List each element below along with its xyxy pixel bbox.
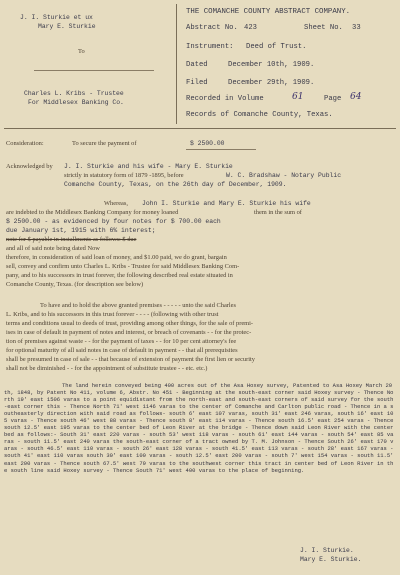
acknowledged-label: Acknowledged by	[6, 163, 53, 170]
officer: W. C. Bradshaw - Notary Public	[226, 172, 342, 179]
instrument-label: Instrument:	[186, 43, 234, 51]
sheet-number: 33	[352, 24, 361, 32]
abstract-number: 423	[244, 24, 257, 32]
signature-1: J. I. Sturkie.	[300, 547, 354, 554]
sheet-label: Sheet No.	[304, 24, 343, 32]
volume: 61	[292, 92, 304, 102]
habendum-5: tion of premises against waste - - for the payment of taxes - - for 10 per cent attorney's fee	[6, 338, 237, 345]
whereas-line-10: Comanche County, Texas. (for description see below)	[6, 281, 144, 288]
whereas-line-7: therefore, in consideration of said loan of money, and $1.00 paid, we do grant, bargain	[6, 254, 227, 261]
dated: December 10th, 1909.	[228, 61, 315, 69]
to-label: To	[78, 48, 85, 55]
dated-label: Dated	[186, 61, 208, 69]
grantee-2: For Middlesex Banking Co.	[28, 99, 124, 106]
whereas-label: Whereas,	[104, 200, 128, 207]
habendum-4: ises in case of default in payment of notes and interest, or breach of covenants - - for the protec-	[6, 329, 252, 336]
consideration-text: To secure the payment of	[72, 140, 137, 147]
page-label: Page	[324, 95, 342, 103]
habendum-2: L. Kribs, and to his successors in this trust forever - - - - (following with other trust	[6, 311, 219, 318]
habendum-6: for optional maturity of all said notes in case of default in payment - - that all prerequisites	[6, 347, 238, 354]
whereas-line-5: note for $ payable in installments as follows: $ due	[6, 236, 137, 243]
filed: December 29th, 1909.	[228, 79, 315, 87]
consideration-amount: $ 2500.00	[190, 140, 225, 147]
parties-block	[6, 4, 177, 124]
whereas-line-3: $ 2500.00 - as evidenced by four notes for $ 700.00 each	[6, 218, 221, 225]
statutory-text: strictly in statutory form of 1879 -1895, before	[64, 172, 184, 179]
divider	[34, 70, 154, 71]
whereas-line-9: pany, and to his successors in trust forever, the following described real estate situated in	[6, 272, 233, 279]
amount-rule	[186, 149, 256, 150]
grantee: Charles L. Kribs - Trustee	[24, 90, 124, 97]
header-divider	[4, 128, 396, 129]
whereas-parties: John I. Sturkie and Mary E. Sturkie his wife	[142, 200, 311, 207]
abstract-label: Abstract No.	[186, 24, 238, 32]
filed-label: Filed	[186, 79, 208, 87]
whereas-line-2a: are indebted to the Middlesex Banking Company for money loaned	[6, 209, 179, 216]
abstract-header	[186, 4, 396, 124]
whereas-line-2b: them in the sum of	[254, 209, 302, 216]
habendum-7: shall be presumed in case of sale - - that because of extension of payment the first lien or security	[6, 356, 255, 363]
signature-2: Mary E. Sturkie.	[300, 556, 362, 563]
acknowledged-by: J. I. Sturkie and his wife - Mary E. Sturkie	[64, 163, 233, 170]
grantor: J. I. Sturkie et ux	[20, 14, 93, 21]
instrument: Deed of Trust.	[246, 43, 307, 51]
consideration-label: Consideration:	[6, 140, 44, 147]
habendum-8: shall not be diminished - - for the appointment of substitute trustee - - etc. etc.)	[6, 365, 208, 372]
habendum-1: To have and to hold the above granted premises - - - - - unto the said Charles	[40, 302, 237, 309]
land-description: The land herein conveyed being 400 acres out of the Asa Hoxey survey, Patented to Asa Hoxey March 20th, 1848, by Patent No 411, volume 6, Abstr. No 451 - Beginning at the south-east corner said Hoxey survey - Thence North 19' east 1506 varas to a point equidistant from the north-east and south-east corners of said survey for the south-east corner this - Thence North 71' west 1146 varas to the center of Comanche and Carlton public road - Thence in a southeasterly direction with said road as follows- south 6' east 107 varas, south 31' east 246 varas, south 16' east 105 varas - Thence south 46' west 88 varas - Thence south 8' east 114 varas - Thence south 16.5' east 254 varas - Thence south 12.5' east 195 varas to the center bed of Leon River at the bridge - Thence down said Leon River with the center bed as follows:- South 31' east 220 varas - south 53' west 118 varas - south 61' east 144 varas - south 54' east 85 varas - south 11.5' east 240 varas the south-east corner of a tract owned by T. M. Johnson - Thence South 26' east 170 varas - south 46.5' east 110 varas - south 26' east 128 varas - south 41.5' east 113 varas - south 28' east 167 varas - south 41' east 110 varas south 30' east 100 varas - south 12.5' east 200 varas - south 7' west 154 varas - south 11.5' east 200 varas - Thence south 67.5' west 79 varas to the southwest corner this tract in center bed of Leon River in the south line said Hoxey survey - Thence South 71' west 400 varas to the place of beginning.	[4, 382, 397, 474]
page-number: 64	[350, 92, 362, 102]
whereas-line-8: sell, convey and confirm unto Charles L. Kribs - Trustee for said Middlesex Banking Com-	[6, 263, 240, 270]
whereas-line-6: and all of said note being dated Now	[6, 245, 100, 252]
habendum-3: terms and conditions usual to deeds of trust, providing among other things, for the sale of premi-	[6, 320, 254, 327]
ack-county: Comanche County, Texas, on the 26th day of December, 1909.	[64, 181, 287, 188]
records: Records of Comanche County, Texas.	[186, 111, 333, 119]
whereas-line-4: due January 1st, 1915 with 6% interest;	[6, 227, 156, 234]
recorded-label: Recorded in Volume	[186, 95, 264, 103]
company-name: THE COMANCHE COUNTY ABSTRACT COMPANY.	[186, 8, 351, 16]
grantor-2: Mary E. Sturkie	[38, 23, 96, 30]
